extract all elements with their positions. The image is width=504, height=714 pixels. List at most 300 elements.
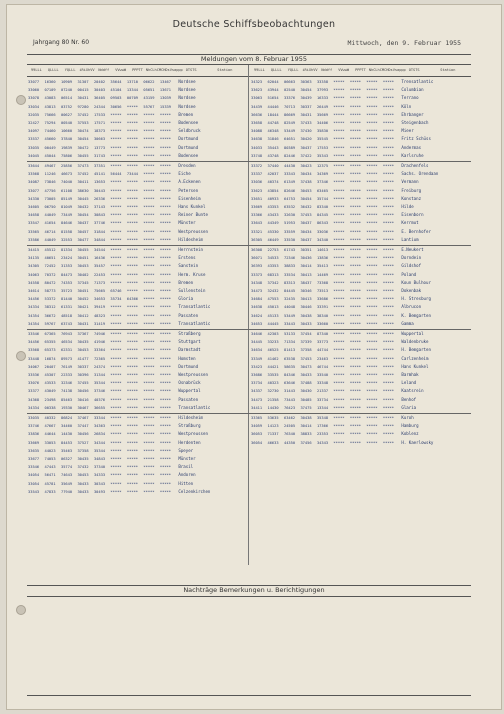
- code-group: 34658: [28, 213, 40, 218]
- code-group: *****: [333, 80, 345, 84]
- code-group: *****: [333, 221, 345, 226]
- code-group: 33836: [28, 432, 40, 437]
- code-group: *****: [126, 288, 139, 293]
- code-group: *****: [382, 237, 394, 242]
- code-group: 35723: [60, 288, 73, 293]
- code-group: 33546: [28, 465, 40, 470]
- code-group: *****: [159, 381, 171, 386]
- code-group: 63743: [60, 321, 73, 326]
- code-group: *****: [126, 432, 139, 437]
- code-group: 86343: [316, 221, 329, 226]
- table-row: [28, 162, 248, 170]
- code-group: 53449: [283, 313, 296, 318]
- code-group: 44430: [283, 164, 296, 168]
- code-group: 33349: [251, 356, 263, 361]
- code-group: *****: [366, 397, 378, 402]
- code-group: 16436: [93, 256, 106, 261]
- code-group: 33344: [93, 416, 106, 420]
- code-group: 36054: [251, 440, 263, 445]
- code-group: 33660: [316, 321, 329, 326]
- code-group: 37447: [77, 424, 89, 429]
- station-name: Lantium: [401, 236, 419, 242]
- table-row: [251, 320, 471, 328]
- code-group: *****: [126, 389, 139, 394]
- code-group: 26449: [316, 104, 329, 109]
- code-group: *****: [159, 213, 171, 218]
- code-group: *****: [110, 424, 122, 429]
- code-group: *****: [159, 348, 171, 353]
- code-group: 23463: [316, 356, 329, 361]
- code-group: 43944: [267, 88, 279, 93]
- code-group: *****: [382, 372, 394, 377]
- code-group: 64366: [126, 297, 139, 302]
- code-group: *****: [366, 332, 378, 336]
- code-group: 34558: [28, 280, 40, 285]
- code-group: *****: [126, 213, 139, 218]
- code-group: 36393: [251, 264, 263, 269]
- code-group: 33035: [28, 416, 40, 420]
- code-group: 34340: [316, 237, 329, 242]
- block-separator: [27, 413, 471, 414]
- code-group: *****: [366, 237, 378, 242]
- table-row: [251, 111, 471, 119]
- code-group: 74946: [93, 332, 106, 336]
- code-group: 34363: [93, 424, 106, 429]
- station-name: Brasil: [178, 464, 194, 470]
- code-group: *****: [333, 196, 345, 201]
- code-group: 41946: [93, 340, 106, 345]
- table-row: [28, 178, 248, 186]
- station-name: Passaten: [178, 396, 199, 402]
- code-group: *****: [382, 80, 394, 84]
- station-name: Köln: [401, 103, 412, 109]
- code-group: *****: [126, 340, 139, 345]
- code-group: 37473: [77, 164, 89, 168]
- code-group: *****: [143, 112, 155, 117]
- code-group: 38312: [44, 305, 56, 310]
- code-group: *****: [159, 432, 171, 437]
- code-group: *****: [143, 489, 155, 494]
- code-group: 53372: [44, 297, 56, 302]
- code-group: 76340: [283, 432, 296, 437]
- code-group: 30437: [300, 221, 312, 226]
- code-group: 59767: [44, 321, 56, 326]
- code-group: 44048: [283, 305, 296, 310]
- code-group: 34354: [28, 321, 40, 326]
- table-row: [251, 371, 471, 379]
- code-group: 35644: [110, 80, 122, 84]
- code-group: *****: [126, 129, 139, 134]
- code-group: *****: [366, 104, 378, 109]
- code-group: *****: [143, 405, 155, 410]
- table-row: [251, 211, 471, 219]
- table-row: [28, 254, 248, 262]
- code-group: *****: [159, 356, 171, 361]
- code-group: *****: [349, 172, 362, 177]
- code-group: *****: [366, 364, 378, 369]
- table-row: [28, 195, 248, 203]
- code-group: *****: [333, 264, 345, 269]
- station-name: Carlzenheim: [401, 355, 429, 361]
- code-group: 06663: [283, 80, 296, 84]
- code-group: *****: [143, 221, 155, 226]
- code-group: *****: [366, 112, 378, 117]
- code-group: 30420: [300, 137, 312, 142]
- code-group: *****: [126, 416, 139, 420]
- code-group: 34684: [251, 297, 263, 302]
- code-group: 34456: [28, 297, 40, 302]
- code-group: 32432: [267, 288, 279, 293]
- column-header: DsVsappp: [388, 68, 406, 72]
- table-row: [28, 86, 248, 94]
- table-row: [251, 195, 471, 203]
- code-group: 30451: [77, 256, 89, 261]
- code-group: 34533: [267, 256, 279, 261]
- code-group: 43533: [44, 381, 56, 386]
- code-group: 34059: [251, 424, 263, 429]
- code-group: 30493: [93, 489, 106, 494]
- code-group: *****: [349, 180, 362, 185]
- table-block: [28, 414, 248, 496]
- code-group: *****: [349, 432, 362, 437]
- code-group: 32435: [283, 297, 296, 302]
- code-group: *****: [110, 196, 122, 201]
- station-name: Sachs. Orendaan: [401, 171, 439, 177]
- code-group: 07109: [44, 88, 56, 93]
- code-group: 34456: [28, 340, 40, 345]
- table-row: [251, 152, 471, 160]
- station-name: Transatlantic: [178, 404, 211, 410]
- code-group: 87340: [316, 332, 329, 336]
- code-group: 03752: [60, 104, 73, 109]
- code-group: 75666: [44, 112, 56, 117]
- column-header: Station: [440, 68, 456, 72]
- code-group: 64753: [283, 196, 296, 201]
- code-group: 09503: [110, 96, 122, 101]
- code-group: 44049: [44, 213, 56, 218]
- code-group: 84646: [60, 221, 73, 226]
- code-group: 37342: [267, 280, 279, 285]
- code-group: *****: [110, 229, 122, 234]
- code-group: *****: [126, 405, 139, 410]
- table-row: [28, 455, 248, 463]
- code-group: 81558: [60, 229, 73, 234]
- code-group: 17571: [93, 120, 106, 125]
- code-group: 24505: [283, 424, 296, 429]
- code-group: 73444: [126, 172, 139, 177]
- code-group: *****: [110, 340, 122, 345]
- table-row: [28, 279, 248, 287]
- code-group: 47667: [44, 424, 56, 429]
- divider: [27, 695, 471, 696]
- code-group: 06327: [60, 456, 73, 461]
- code-group: *****: [333, 416, 345, 420]
- code-group: 30434: [300, 172, 312, 177]
- code-group: *****: [382, 264, 394, 269]
- station-name: Nordsee: [178, 87, 196, 93]
- table-row: [28, 246, 248, 254]
- code-group: 62331: [60, 348, 73, 353]
- code-group: *****: [382, 416, 394, 420]
- code-group: *****: [349, 397, 362, 402]
- code-group: 42037: [267, 172, 279, 177]
- code-group: *****: [382, 288, 394, 293]
- station-name: Dokenbak: [401, 287, 422, 293]
- code-group: *****: [382, 280, 394, 285]
- code-group: *****: [126, 440, 139, 445]
- column-header: Station: [217, 68, 233, 72]
- code-group: *****: [349, 229, 362, 234]
- table-row: [28, 379, 248, 387]
- code-group: 33358: [316, 80, 329, 84]
- code-group: *****: [333, 389, 345, 394]
- code-group: *****: [110, 372, 122, 377]
- document-title: Deutsche Schiffsbeobachtungen: [172, 19, 336, 30]
- station-name: Celzenkirchen: [178, 488, 211, 494]
- code-group: *****: [333, 145, 345, 150]
- code-group: 30412: [77, 313, 89, 318]
- station-name: Trensatlantic: [401, 79, 434, 84]
- code-group: 97280: [77, 104, 89, 109]
- code-group: *****: [143, 137, 155, 142]
- code-group: 37438: [300, 180, 312, 185]
- station-name: Kaatsrein: [401, 388, 424, 394]
- code-group: *****: [110, 332, 122, 336]
- code-group: 46534: [60, 340, 73, 345]
- code-group: *****: [349, 405, 362, 410]
- code-group: *****: [382, 332, 394, 336]
- code-group: 33669: [28, 440, 40, 445]
- code-group: 73005: [44, 196, 56, 201]
- column-header: iRiXhVV: [79, 68, 95, 72]
- code-group: 38340: [316, 313, 329, 318]
- code-group: *****: [159, 364, 171, 369]
- station-name: Herrnstein: [178, 247, 204, 252]
- code-group: *****: [126, 164, 139, 168]
- code-group: *****: [126, 424, 139, 429]
- code-group: 34844: [93, 237, 106, 242]
- code-group: 53133: [283, 332, 296, 336]
- station-name: Karlsruhe: [401, 152, 424, 158]
- code-group: 15339: [159, 104, 171, 109]
- code-group: 44446: [267, 104, 279, 109]
- code-group: 84345: [316, 213, 329, 218]
- code-group: 32730: [267, 389, 279, 394]
- code-group: 43049: [44, 389, 56, 394]
- code-group: 30438: [300, 416, 312, 420]
- code-group: *****: [349, 120, 362, 125]
- code-group: *****: [366, 120, 378, 125]
- code-group: 30454: [77, 137, 89, 142]
- code-group: *****: [382, 305, 394, 310]
- code-group: 46348: [267, 129, 279, 134]
- divider: [27, 596, 471, 597]
- code-group: 33053: [44, 440, 56, 445]
- code-group: 34334: [28, 405, 40, 410]
- code-group: *****: [333, 88, 345, 93]
- code-group: 84473: [60, 272, 73, 277]
- table-row: [251, 439, 471, 447]
- code-group: *****: [349, 264, 362, 269]
- code-group: 33658: [251, 120, 263, 125]
- code-group: 30446: [300, 305, 312, 310]
- code-group: *****: [110, 204, 122, 209]
- code-group: 34473: [251, 288, 263, 293]
- code-group: 36308: [251, 248, 263, 252]
- code-group: *****: [159, 332, 171, 336]
- code-group: 37746: [93, 221, 106, 226]
- code-group: 62044: [267, 80, 279, 84]
- code-group: *****: [382, 248, 394, 252]
- code-group: 30433: [300, 321, 312, 326]
- code-group: *****: [366, 432, 378, 437]
- code-group: *****: [159, 372, 171, 377]
- code-group: *****: [126, 448, 139, 453]
- code-group: 34634: [251, 348, 263, 353]
- column-header: DsVsappp: [165, 68, 183, 72]
- code-group: 35343: [316, 153, 329, 158]
- code-group: 74460: [44, 129, 56, 134]
- code-group: *****: [126, 364, 139, 369]
- code-group: *****: [382, 137, 394, 142]
- code-group: *****: [143, 153, 155, 158]
- issue-number: Jahrgang 80 Nr. 60: [33, 39, 90, 46]
- code-group: 13671: [159, 88, 171, 93]
- code-group: *****: [349, 129, 362, 134]
- station-name: Darmstadt: [178, 347, 201, 353]
- code-group: 51654: [267, 96, 279, 101]
- code-group: 30403: [93, 88, 106, 93]
- code-group: 34354: [28, 313, 40, 318]
- code-group: *****: [333, 372, 345, 377]
- code-group: 34605: [28, 204, 40, 209]
- station-name: Bodensee: [178, 152, 199, 158]
- code-group: *****: [382, 96, 394, 101]
- table-block: [251, 162, 471, 244]
- code-group: 80389: [283, 145, 296, 150]
- code-group: 00338: [44, 405, 56, 410]
- code-group: *****: [143, 172, 155, 177]
- code-group: 33366: [251, 213, 263, 218]
- code-group: 30421: [77, 305, 89, 310]
- code-group: *****: [159, 221, 171, 226]
- code-group: 30456: [77, 389, 89, 394]
- code-group: 13039: [159, 96, 171, 101]
- table-block: [28, 246, 248, 328]
- station-name: Hamburg: [401, 423, 419, 429]
- station-name: Hans Kunkel: [178, 203, 206, 209]
- code-group: *****: [126, 221, 139, 226]
- table-row: [251, 396, 471, 404]
- code-group: 40651: [44, 256, 56, 261]
- code-group: *****: [366, 256, 378, 261]
- code-group: 44349: [267, 221, 279, 226]
- code-group: 31344: [93, 372, 106, 377]
- code-group: 71337: [267, 432, 279, 437]
- code-group: *****: [382, 196, 394, 201]
- station-name: Homsten: [178, 355, 196, 361]
- code-group: 37345: [77, 280, 89, 285]
- code-group: *****: [333, 313, 345, 318]
- code-group: *****: [110, 348, 122, 353]
- column-header: OTSTS: [408, 68, 420, 72]
- code-group: *****: [366, 416, 378, 420]
- code-group: 37430: [300, 129, 312, 134]
- code-group: 30472: [77, 145, 89, 150]
- code-group: 46633: [267, 440, 279, 445]
- code-group: 34343: [316, 440, 329, 445]
- table-row: [28, 439, 248, 447]
- code-group: *****: [159, 204, 171, 209]
- code-group: 44421: [267, 364, 279, 369]
- code-group: *****: [349, 88, 362, 93]
- code-group: *****: [159, 112, 171, 117]
- table-row: [28, 144, 248, 152]
- code-group: 30431: [77, 321, 89, 326]
- code-group: *****: [382, 104, 394, 109]
- code-group: *****: [143, 280, 155, 285]
- code-group: 32346: [60, 381, 73, 386]
- code-group: 61743: [283, 248, 296, 252]
- table-row: [251, 78, 471, 86]
- code-group: 30337: [300, 104, 312, 109]
- code-group: *****: [366, 405, 378, 410]
- code-group: 35734: [110, 297, 122, 302]
- table-row: [251, 379, 471, 387]
- table-row: [28, 111, 248, 119]
- code-group: 33530: [283, 237, 296, 242]
- code-group: 06514: [60, 96, 73, 101]
- code-group: 34653: [251, 321, 263, 326]
- code-group: *****: [366, 196, 378, 201]
- code-group: *****: [333, 237, 345, 242]
- code-group: 02540: [283, 88, 296, 93]
- code-group: 37452: [77, 172, 89, 177]
- punch-hole: [16, 605, 26, 615]
- table-row: [28, 303, 248, 311]
- table-row: [251, 346, 471, 354]
- station-name: Transatlantic: [178, 304, 211, 310]
- code-group: 71334: [283, 340, 296, 345]
- code-group: *****: [110, 280, 122, 285]
- code-group: *****: [366, 153, 378, 158]
- code-group: *****: [159, 397, 171, 402]
- table-row: [251, 178, 471, 186]
- station-name: Passaten: [178, 312, 199, 318]
- code-group: *****: [366, 288, 378, 293]
- code-group: 45781: [44, 481, 56, 486]
- code-group: *****: [159, 456, 171, 461]
- station-name: Erstens: [178, 255, 196, 261]
- code-group: 31743: [93, 153, 106, 158]
- code-group: 30430: [300, 389, 312, 394]
- code-group: *****: [366, 280, 378, 285]
- code-group: 37346: [93, 389, 106, 394]
- code-group: *****: [159, 248, 171, 252]
- code-group: *****: [126, 180, 139, 185]
- code-group: 49467: [44, 164, 56, 168]
- code-group: 44023: [44, 448, 56, 453]
- station-name: Koblenz: [401, 431, 419, 437]
- code-group: 16874: [44, 356, 56, 361]
- code-group: 33635: [28, 448, 40, 453]
- code-group: *****: [382, 188, 394, 193]
- code-group: *****: [110, 364, 122, 369]
- code-group: 40332: [44, 416, 56, 420]
- table-row: [251, 287, 471, 295]
- station-name: Hans Kunkel: [401, 363, 429, 369]
- block-separator: [27, 329, 471, 330]
